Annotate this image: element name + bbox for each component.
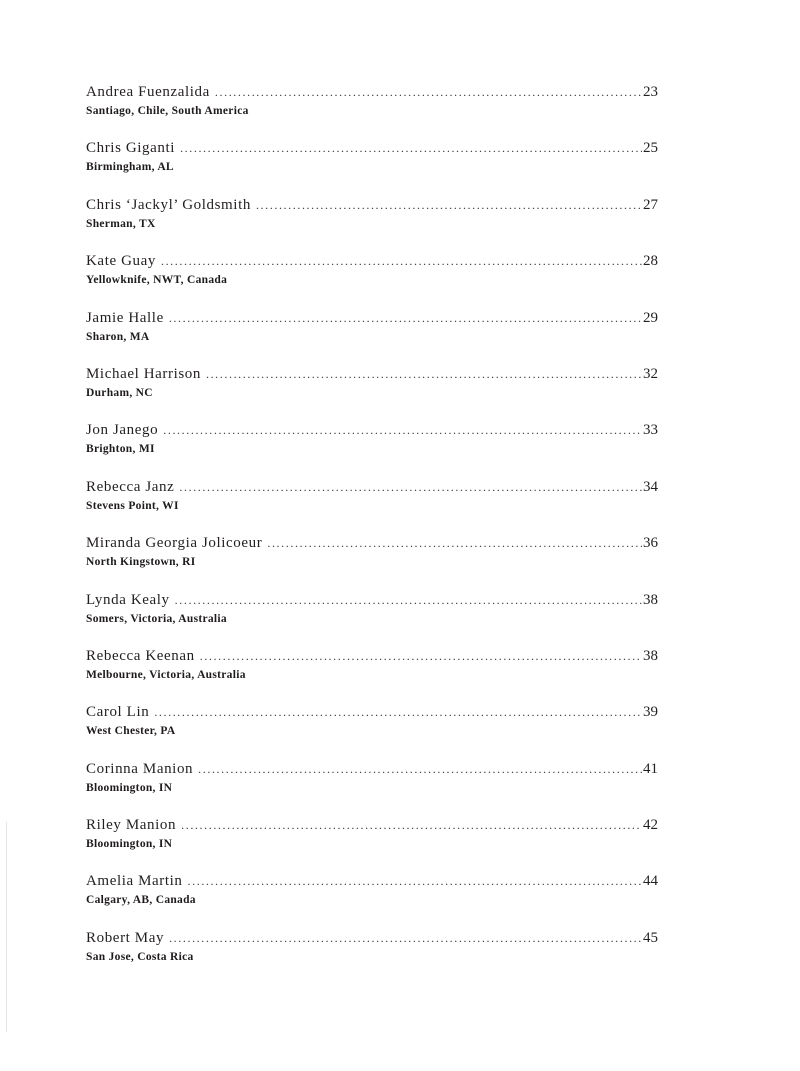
dot-leader bbox=[179, 481, 642, 493]
page-number: 45 bbox=[643, 929, 658, 946]
toc-entry-line bbox=[86, 761, 658, 781]
dot-leader bbox=[206, 368, 642, 380]
toc-entry bbox=[86, 422, 658, 478]
contributor-location: Stevens Point, WI bbox=[86, 499, 179, 512]
page-number: 34 bbox=[643, 478, 658, 495]
contributor-location: Yellowknife, NWT, Canada bbox=[86, 274, 228, 287]
contributor-name: Amelia Martin bbox=[86, 873, 183, 890]
dot-leader bbox=[180, 142, 642, 154]
toc-entry bbox=[86, 84, 658, 140]
contributor-location: Somers, Victoria, Australia bbox=[86, 612, 227, 625]
contributor-name: Riley Manion bbox=[86, 817, 177, 834]
page-number: 44 bbox=[643, 873, 658, 890]
contributor-location: West Chester, PA bbox=[86, 725, 176, 738]
toc-entry-line bbox=[86, 479, 658, 499]
dot-leader bbox=[181, 819, 642, 831]
toc-entry bbox=[86, 253, 658, 309]
toc-entry bbox=[86, 197, 658, 253]
page-number: 38 bbox=[643, 647, 658, 664]
dot-leader bbox=[200, 650, 642, 662]
toc-entry-line bbox=[86, 366, 658, 386]
contributor-name: Andrea Fuenzalida bbox=[86, 84, 210, 100]
contributor-name: Chris ‘Jackyl’ Goldsmith bbox=[86, 196, 251, 213]
contributor-location: Birmingham, AL bbox=[86, 161, 174, 174]
toc-entry bbox=[86, 479, 658, 535]
toc-entry bbox=[86, 930, 658, 986]
toc-entry-line bbox=[86, 140, 658, 160]
contributor-name: Kate Guay bbox=[86, 253, 156, 270]
scan-edge-mark bbox=[6, 822, 7, 1032]
page-number: 33 bbox=[643, 422, 658, 439]
toc-entry bbox=[86, 310, 658, 366]
dot-leader bbox=[215, 86, 642, 98]
toc-entry bbox=[86, 761, 658, 817]
toc-entry bbox=[86, 592, 658, 648]
toc-entry-line bbox=[86, 84, 658, 104]
page-number: 41 bbox=[643, 760, 658, 777]
contributor-name: Jamie Halle bbox=[86, 309, 164, 326]
contributor-location: Durham, NC bbox=[86, 386, 153, 399]
toc-entry-line bbox=[86, 817, 658, 837]
toc-entry-line bbox=[86, 704, 658, 724]
toc-entry-line bbox=[86, 930, 658, 950]
toc-entry bbox=[86, 648, 658, 704]
contributor-name: Rebecca Keenan bbox=[86, 647, 195, 664]
dot-leader bbox=[154, 706, 642, 718]
toc-entry bbox=[86, 704, 658, 760]
toc-entry-line bbox=[86, 310, 658, 330]
contributor-name: Chris Giganti bbox=[86, 140, 176, 157]
dot-leader bbox=[198, 763, 642, 775]
contributor-name: Jon Janego bbox=[86, 422, 159, 439]
table-of-contents bbox=[86, 84, 658, 986]
toc-entry-line bbox=[86, 648, 658, 668]
toc-entry bbox=[86, 873, 658, 929]
dot-leader bbox=[188, 875, 642, 887]
page-number: 28 bbox=[643, 253, 658, 270]
page-number: 32 bbox=[643, 365, 658, 382]
contributor-name: Lynda Kealy bbox=[86, 591, 170, 608]
toc-entry-line bbox=[86, 592, 658, 612]
contributor-name: Carol Lin bbox=[86, 704, 150, 721]
toc-entry bbox=[86, 535, 658, 591]
contributor-name: Robert May bbox=[86, 929, 165, 946]
toc-entry-line bbox=[86, 422, 658, 442]
dot-leader bbox=[161, 255, 642, 267]
contributor-location: Melbourne, Victoria, Australia bbox=[86, 668, 246, 681]
page-number: 39 bbox=[643, 704, 658, 721]
contributor-name: Rebecca Janz bbox=[86, 478, 175, 495]
toc-entry-line bbox=[86, 253, 658, 273]
toc-entry bbox=[86, 366, 658, 422]
contributor-name: Corinna Manion bbox=[86, 760, 194, 777]
page-number: 29 bbox=[643, 309, 658, 326]
dot-leader bbox=[169, 932, 642, 944]
page-number: 27 bbox=[643, 196, 658, 213]
contributor-location: Bloomington, IN bbox=[86, 781, 173, 794]
page-number: 23 bbox=[643, 84, 658, 100]
page-number: 42 bbox=[643, 817, 658, 834]
page-number: 36 bbox=[643, 535, 658, 552]
contributor-location: Calgary, AB, Canada bbox=[86, 894, 196, 907]
contributor-name: Miranda Georgia Jolicoeur bbox=[86, 535, 263, 552]
toc-entry-line bbox=[86, 197, 658, 217]
toc-entry bbox=[86, 140, 658, 196]
toc-entry bbox=[86, 817, 658, 873]
contributor-location: Santiago, Chile, South America bbox=[86, 105, 249, 117]
toc-entry-line bbox=[86, 535, 658, 555]
contributor-location: Sharon, MA bbox=[86, 330, 150, 343]
dot-leader bbox=[175, 594, 642, 606]
contributor-location: San Jose, Costa Rica bbox=[86, 950, 194, 963]
dot-leader bbox=[267, 537, 642, 549]
contributor-name: Michael Harrison bbox=[86, 365, 201, 382]
contributor-location: Bloomington, IN bbox=[86, 838, 173, 851]
page-number: 38 bbox=[643, 591, 658, 608]
dot-leader bbox=[169, 312, 642, 324]
contributor-location: North Kingstown, RI bbox=[86, 556, 196, 569]
dot-leader bbox=[163, 424, 642, 436]
contributor-location: Sherman, TX bbox=[86, 217, 156, 230]
page-number: 25 bbox=[643, 140, 658, 157]
toc-entry-line bbox=[86, 873, 658, 893]
dot-leader bbox=[256, 199, 642, 211]
contributor-location: Brighton, MI bbox=[86, 443, 155, 456]
